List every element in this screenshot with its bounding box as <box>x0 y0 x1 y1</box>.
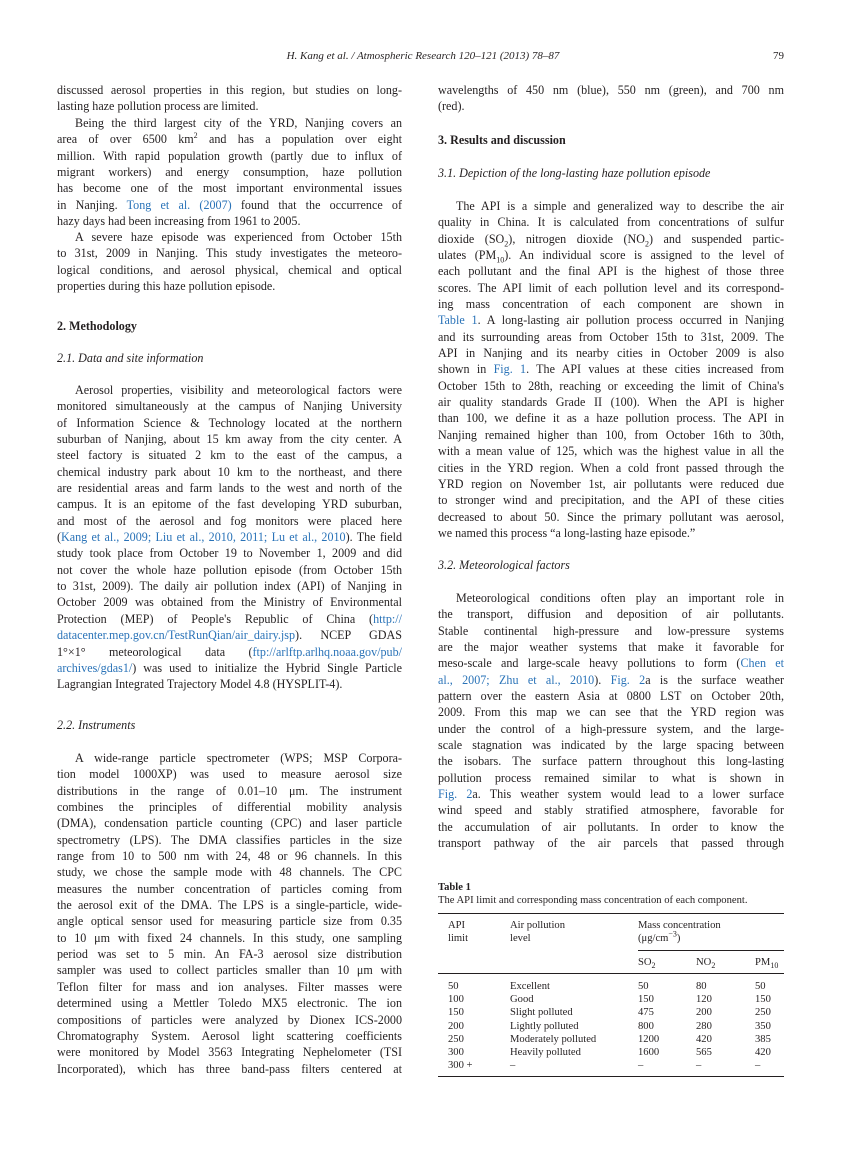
text-line: to 31st, 2009 in Nanjing. This study investigates the meteoro- <box>57 246 402 261</box>
text-line: migrant workers) and energy consumption, haze pollution <box>57 165 402 180</box>
table-cell: 420 <box>696 1033 712 1045</box>
text-line: monitored simultaneously at the campus of Nanjing University <box>57 399 402 414</box>
text-line: pattern over the eastern Asia at 0800 LST on October 20th, <box>438 689 784 704</box>
text-line: measures the number concentration of particles coming from <box>57 881 402 896</box>
citation-link[interactable]: Table 1 <box>438 313 478 328</box>
table-cell: 200 <box>448 1020 464 1032</box>
text-line: The API is a simple and generalized way to describe the air <box>456 199 784 213</box>
paragraph <box>57 750 402 1077</box>
text-run: dioxide (SO <box>438 231 505 246</box>
table-row <box>438 1059 784 1072</box>
text-line: spectrometry (LPS). The DMA classifies particles in the size <box>57 832 402 847</box>
text-line <box>57 197 402 213</box>
text-line: period was set to 5 min. An FA-3 aerosol size distribution <box>57 947 402 962</box>
table-cell: 50 <box>448 980 459 992</box>
text-line: and its surrounding areas from October 15th to 31st, 2009. The <box>438 329 784 344</box>
table-cell: 385 <box>755 1033 771 1045</box>
text-line: are residential areas and farm lands to the west and north of the <box>57 481 402 496</box>
text-line: with a mean value of 125, which was the highest value in all the <box>438 444 784 459</box>
text-line <box>438 231 784 247</box>
text-run: a. This weather system would lead to a lower surface <box>472 787 784 802</box>
text-line: cities in the YRD region. When a cold front passed through the <box>438 460 784 475</box>
text-run: ulates (PM <box>438 248 497 263</box>
text-run: ). NCEP GDAS <box>295 628 402 643</box>
section-heading: 3. Results and discussion <box>438 133 566 147</box>
text-line: Aerosol properties, visibility and meteorological factors were <box>75 383 402 397</box>
text-line: (red). <box>438 99 465 114</box>
table-caption: The API limit and corresponding mass concentration of each component. <box>438 895 748 906</box>
text-run: shown in <box>438 362 494 377</box>
table-cell: Slight polluted <box>510 1007 573 1019</box>
text-line: properties during this haze pollution episode. <box>57 279 276 294</box>
table-cell: Lightly polluted <box>510 1020 579 1032</box>
text-line: of Information Science & Technology located at the northern <box>57 415 402 430</box>
table-cell: 150 <box>755 994 771 1006</box>
citation-link[interactable]: Kang et al., 2009; Liu et al., 2010, 2011; Lu et al., 2010 <box>61 530 346 545</box>
table-cell: 800 <box>638 1020 654 1032</box>
table-row <box>438 1046 784 1059</box>
table-cell: 100 <box>448 994 464 1006</box>
text-run: a is the surface weather <box>645 672 784 687</box>
text-line: 2009. From this map we can see that the YRD region was <box>438 705 784 720</box>
table-cell: 475 <box>638 1007 654 1019</box>
table-cell: 420 <box>755 1046 771 1058</box>
text-run: ). <box>594 672 611 687</box>
text-line: A wide-range particle spectrometer (WPS; MSP Corpora- <box>75 751 402 765</box>
text-line: Being the third largest city of the YRD, Nanjing covers an <box>75 116 402 130</box>
text-line <box>438 672 784 688</box>
table-row <box>438 993 784 1006</box>
text-line: compositions of particles were analyzed by Dionex ICS-2000 <box>57 1012 402 1027</box>
text-line: logical conditions, and aerosol physical, chemical and optical <box>57 262 402 277</box>
citation-link[interactable]: Chen et <box>740 656 784 671</box>
text-line: under the control of a high-pressure system, and the large- <box>438 721 784 736</box>
text-run: ). An individual score is assigned to the level of <box>504 248 784 263</box>
text-line: October 2009 was obtained from the Ministry of Environmental <box>57 595 402 610</box>
citation-link[interactable]: http:// <box>373 611 402 626</box>
paragraph <box>438 82 784 115</box>
text-line: Lagrangian Integrated Trajectory Model 4.8 (HYSPLIT-4). <box>57 677 343 692</box>
text-line: wavelengths of 450 nm (blue), 550 nm (green), and 700 nm <box>438 83 784 97</box>
col-header-so2: $SO_2$ <box>638 957 656 971</box>
text-line: Meteorological conditions often play an important role in <box>456 591 784 605</box>
table-cell: 50 <box>755 980 766 992</box>
col-header-level-2: level <box>510 933 531 945</box>
text-line: air quality standards Grade II (100). When the API is higher <box>438 395 784 410</box>
text-line <box>438 655 784 671</box>
text-line <box>438 361 784 377</box>
page-number: 79 <box>773 50 784 62</box>
text-line: chemical industry park about 10 km to the northeast, and there <box>57 464 402 479</box>
table-cell: Moderately polluted <box>510 1033 597 1045</box>
table-cell: – <box>638 1060 644 1072</box>
table-cell: 280 <box>696 1020 712 1032</box>
text-line: angle optical sensor used for measuring particle size from 0.35 <box>57 914 402 929</box>
table-cell: 1600 <box>638 1046 660 1058</box>
table-cell: 120 <box>696 994 712 1006</box>
text-line: quality in China. It is calculated from concentrations of sulfur <box>438 215 784 230</box>
text-run: meso-scale and large-scale heavy pollutions to form ( <box>438 656 741 671</box>
paragraph <box>438 590 784 852</box>
text-line <box>57 131 402 147</box>
text-line: tion model 1000XP) was used to measure aerosol size <box>57 767 402 782</box>
text-line: were monitored by Model 3563 Integrating Nephelometer (TSI <box>57 1045 402 1060</box>
table-header-row <box>438 919 784 951</box>
text-line: Chromatography System. Aerosol light scattering coefficients <box>57 1028 402 1043</box>
paragraph <box>57 382 402 693</box>
running-header: H. Kang et al. / Atmospheric Research 120–121 (2013) 78–87 <box>286 50 560 62</box>
table-cell: – <box>755 1060 761 1072</box>
text-line: suburban of Nanjing, about 15 km away from the city center. A <box>57 432 402 447</box>
paragraph <box>57 115 402 229</box>
text-line <box>438 247 784 263</box>
text-line: the aerosol exit of the DMA. The LPS is a single-particle, wide- <box>57 898 402 913</box>
text-line: has become one of the most important environmental issues <box>57 181 402 196</box>
table-cell: 300 + <box>448 1060 473 1072</box>
citation-link[interactable]: Fig. 1 <box>493 362 527 377</box>
text-line: the isobars. The surface pattern throughout this long-lasting <box>438 754 784 769</box>
text-line: to 31st, 2009). The daily air pollution index (API) of Nanjing in <box>57 579 402 594</box>
table-cell: 565 <box>696 1046 712 1058</box>
text-line: ing mass concentration of each component are shown in <box>438 297 784 312</box>
text-line: (DMA), condensation particle counting (CPC) and laser particle <box>57 816 402 831</box>
subscript: 2 <box>504 239 509 249</box>
text-run: 1°×1° meteorological data ( <box>57 644 253 659</box>
subsection-heading: 3.1. Depiction of the long-lasting haze pollution episode <box>438 166 711 180</box>
col-header-api-2: limit <box>448 933 469 945</box>
text-line: Incorporated), which has three band-pass filters centered at <box>57 1061 402 1076</box>
citation-link[interactable]: Fig. 2 <box>438 787 473 802</box>
table-1 <box>438 881 784 1077</box>
text-line: to 10 μm with fixed 24 channels. In this study, one sampling <box>57 930 402 945</box>
table-row <box>438 1006 784 1019</box>
text-line: the transport, diffusion and deposition of air pollutants. <box>438 607 784 622</box>
table-subheader-row <box>438 951 784 973</box>
text-line: lasting haze pollution process are limited. <box>57 99 259 114</box>
text-line: million. With rapid population growth (partly due to influx of <box>57 148 402 163</box>
citation-link[interactable]: ftp://arlftp.arlhq.noaa.gov/pub/ <box>252 644 402 659</box>
text-run: ), nitrogen dioxide (NO <box>508 231 645 246</box>
text-run: . A long-lasting air pollution process occurred in Nanjing <box>477 313 784 328</box>
text-run: Protection (MEP) of People's Republic of China ( <box>57 611 374 626</box>
text-line <box>438 786 784 802</box>
text-line: are the major weather systems that make it favorable for <box>438 640 784 655</box>
text-line: Stable continental high-pressure and low-pressure systems <box>438 623 784 638</box>
table-cell: 80 <box>696 980 707 992</box>
text-line: decreased to about 50. Since the primary pollutant was aerosol, <box>438 509 784 524</box>
text-run: and has a population over eight <box>197 132 402 147</box>
table-label: Table 1 <box>438 882 471 893</box>
table-cell: 350 <box>755 1020 771 1032</box>
col-header-level: Air pollution <box>510 920 566 931</box>
section-heading: 2. Methodology <box>57 319 137 333</box>
text-line: the accumulation of air pollutants. In order to know the <box>438 819 784 834</box>
text-line <box>57 644 402 660</box>
table-cell: – <box>510 1060 516 1072</box>
text-line: study, we chose the sample mode with 48 channels. The CPC <box>57 865 402 880</box>
text-run: ). The field <box>345 530 403 545</box>
table-cell: 250 <box>448 1033 464 1045</box>
text-line: sampler was used to collect particles smaller than 10 μm with <box>57 963 402 978</box>
text-run: found that the occurrence of <box>231 197 402 212</box>
text-line: discussed aerosol properties in this region, but studies on long- <box>57 83 402 97</box>
text-line: and most of the aerosol and fog monitors were placed here <box>57 513 402 528</box>
subsection-heading: 3.2. Meteorological factors <box>438 558 570 572</box>
text-run: area of over 6500 km <box>57 132 194 147</box>
table-cell: Good <box>510 994 534 1006</box>
text-line: range from 10 to 500 nm with 24, 48 or 96 channels. In this <box>57 849 402 864</box>
text-line: campus. It is an epitome of the fast developing YRD suburban, <box>57 497 402 512</box>
text-line: steel factory is situated 2 km to the east of the campus, a <box>57 448 402 463</box>
text-run: . The API values at these cities increased from <box>526 362 784 377</box>
table-cell: Heavily polluted <box>510 1046 581 1058</box>
col-header-no2: $NO_2$ <box>696 957 716 971</box>
text-line: than 100, we define it as a haze pollution process. The API in <box>438 411 784 426</box>
text-line: we named this process “a long-lasting haze episode.” <box>438 525 696 540</box>
table-row <box>438 980 784 993</box>
text-line: wind speed and stably stratified atmosphere, favorable for <box>438 803 784 818</box>
text-line: pollution process remained similar to what is shown in <box>438 770 784 785</box>
citation-link[interactable]: Fig. 2 <box>610 672 646 687</box>
table-cell: – <box>696 1060 702 1072</box>
text-line: scale stagnation was indicated by the large spacing between <box>438 738 784 753</box>
text-line: combines the principles of differential mobility analysis <box>57 800 402 815</box>
text-line <box>57 627 402 643</box>
subsection-heading: 2.1. Data and site information <box>57 351 204 365</box>
text-line: A severe haze episode was experienced from October 15th <box>75 230 402 244</box>
table-row <box>438 1033 784 1046</box>
text-line <box>57 660 402 676</box>
table-cell: 250 <box>755 1007 771 1019</box>
text-line: scores. The API limit of each pollution level and its correspond- <box>438 280 784 295</box>
text-line: to stronger wind and precipitation, and the API of these cities <box>438 493 784 508</box>
api-table <box>438 919 784 1077</box>
text-line: API in Nanjing and its nearby cities in October 2009 is also <box>438 346 784 361</box>
subsection-heading: 2.2. Instruments <box>57 718 136 732</box>
paragraph <box>57 229 402 294</box>
col-header-mass: Mass concentration <box>638 920 721 931</box>
table-cell: 150 <box>448 1007 464 1019</box>
subscript: 10 <box>496 255 505 265</box>
text-line: determined using a Mettler Toledo MX5 electronic. The ion <box>57 996 402 1011</box>
citation-link[interactable]: al., 2007; Zhu et al., 2010 <box>438 672 595 687</box>
text-line: Teflon filter for mass and ion analyses. Filter masses were <box>57 979 402 994</box>
col-header-unit: $(\mu g/cm^{-3})$ <box>638 929 681 945</box>
citation-link[interactable]: archives/gdas1/ <box>57 660 133 675</box>
supscript: 2 <box>193 131 198 141</box>
text-line: each pollutant and the final API is the highest of those three <box>438 264 784 279</box>
text-run: ( <box>57 530 62 545</box>
text-line <box>57 611 402 627</box>
citation-link[interactable]: datacenter.mep.gov.cn/TestRunQian/air_dairy.jsp <box>57 628 296 643</box>
col-header-pm10: $PM_{10}$ <box>755 957 779 971</box>
paragraph <box>57 82 402 115</box>
text-line: hazy days had been increasing from 1961 to 2005. <box>57 214 301 229</box>
text-line: YRD region on November 1st, air pollutants were reduced due <box>438 476 784 491</box>
text-line: distributions in the range of 0.01–10 μm. The instrument <box>57 783 402 798</box>
col-header-api: API <box>448 920 466 931</box>
text-run: in Nanjing. <box>57 197 127 212</box>
subscript: 2 <box>645 239 649 249</box>
text-line: not cover the whole haze pollution episode (from October 15th <box>57 562 402 577</box>
text-line: Nanjing remained higher than 100, from October 16th to 30th, <box>438 427 784 442</box>
table-cell: 200 <box>696 1007 712 1019</box>
text-line: October 15th to 28th, reaching or exceeding the limit of China's <box>438 378 784 393</box>
table-cell: 300 <box>448 1046 464 1058</box>
text-run: ) was used to initialize the Hybrid Single Particle <box>132 660 402 675</box>
text-run: ) and suspended partic- <box>649 231 784 246</box>
table-row <box>438 1020 784 1033</box>
table-cell: 50 <box>638 980 649 992</box>
text-line <box>57 529 402 545</box>
citation-link[interactable]: Tong et al. (2007) <box>126 197 232 212</box>
text-line <box>438 312 784 328</box>
text-line: transport pathway of the air parcels that passed through <box>438 836 784 851</box>
text-line: study took place from October 19 to November 1, 2009 and did <box>57 546 402 561</box>
paragraph <box>438 198 784 541</box>
table-cell: 150 <box>638 994 654 1006</box>
table-cell: 1200 <box>638 1033 660 1045</box>
table-cell: Excellent <box>510 980 551 992</box>
